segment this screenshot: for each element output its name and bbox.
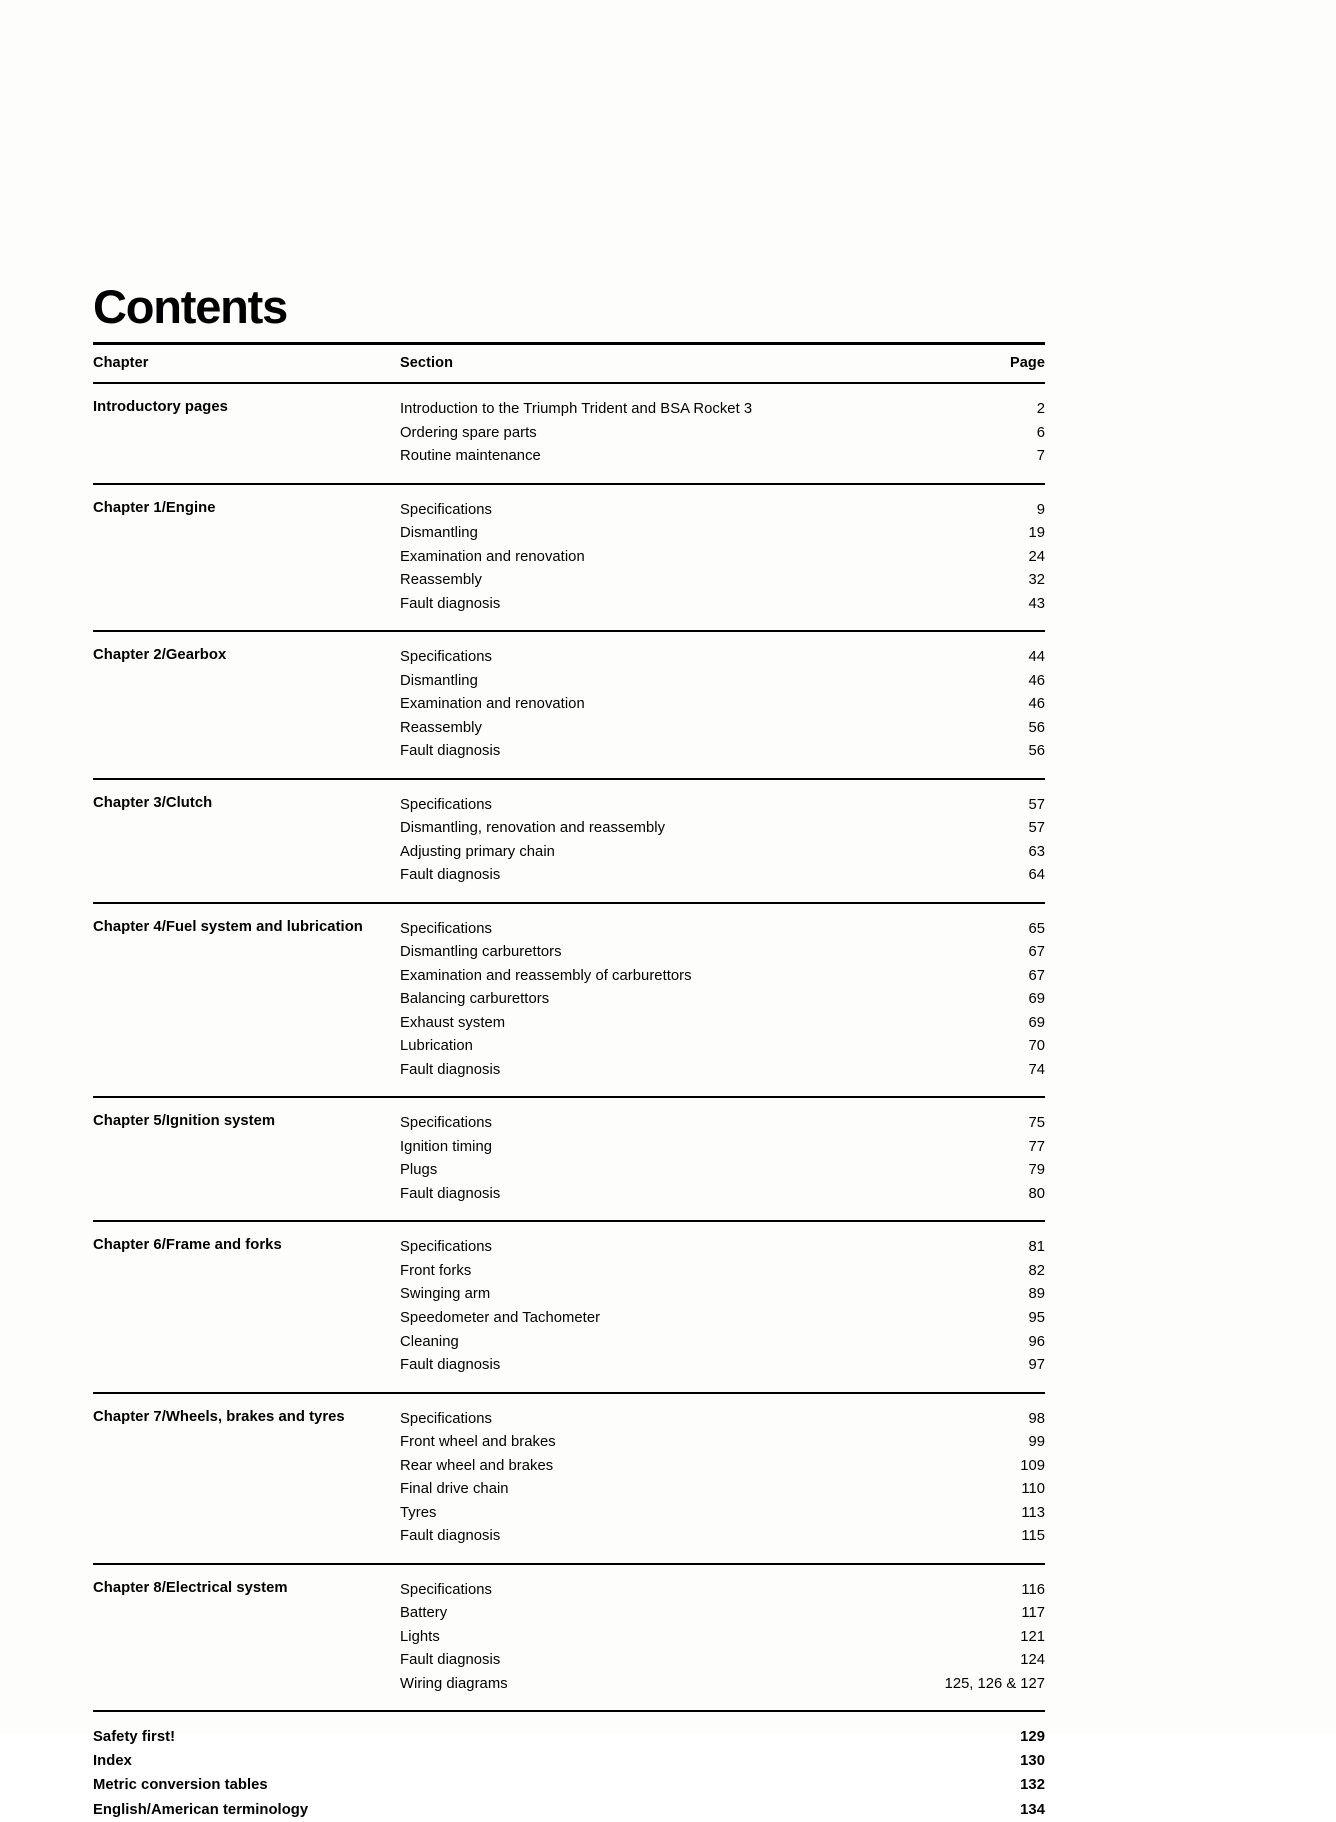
footer-entry-label: Metric conversion tables bbox=[93, 1777, 268, 1794]
section-list bbox=[400, 632, 920, 778]
page-number[interactable]: 113 bbox=[1021, 1504, 1045, 1521]
page-number[interactable]: 115 bbox=[1021, 1528, 1045, 1545]
footer-entry-page: 134 bbox=[1020, 1801, 1045, 1818]
section-entry[interactable]: Fault diagnosis bbox=[400, 1061, 501, 1078]
page-number[interactable]: 46 bbox=[1028, 696, 1045, 713]
section-entry[interactable]: Specifications bbox=[400, 920, 492, 937]
section-entry[interactable]: Final drive chain bbox=[400, 1481, 509, 1498]
page-number[interactable]: 82 bbox=[1028, 1262, 1045, 1279]
section-entry[interactable]: Specifications bbox=[400, 1410, 492, 1427]
section-entry[interactable]: Fault diagnosis bbox=[400, 595, 501, 612]
section-entry[interactable]: Rear wheel and brakes bbox=[400, 1457, 554, 1474]
page-number[interactable]: 24 bbox=[1028, 548, 1045, 565]
page-number[interactable]: 109 bbox=[1020, 1457, 1045, 1474]
page-number[interactable]: 6 bbox=[1036, 424, 1045, 441]
section-entry[interactable]: Dismantling carburettors bbox=[400, 944, 562, 961]
page-number[interactable]: 96 bbox=[1028, 1333, 1045, 1350]
section-entry[interactable]: Specifications bbox=[400, 1115, 492, 1132]
footer-entry-label: Index bbox=[93, 1753, 132, 1770]
page-number[interactable]: 95 bbox=[1028, 1309, 1045, 1326]
section-entry[interactable]: Exhaust system bbox=[400, 1014, 506, 1031]
section-entry[interactable]: Introduction to the Triumph Trident and BSA Rocket 3 bbox=[400, 401, 753, 417]
chapter-label: Chapter 7/Wheels, brakes and tyres bbox=[93, 1408, 345, 1425]
section-entry[interactable]: Adjusting primary chain bbox=[400, 843, 555, 860]
section-entry[interactable]: Fault diagnosis bbox=[400, 867, 501, 884]
table-row bbox=[93, 1565, 1045, 1711]
page-number[interactable]: 81 bbox=[1028, 1239, 1045, 1256]
table-row bbox=[93, 384, 1045, 483]
page-number[interactable]: 98 bbox=[1028, 1410, 1045, 1427]
page-number[interactable]: 2 bbox=[1036, 401, 1045, 417]
section-entry[interactable]: Fault diagnosis bbox=[400, 1185, 501, 1202]
chapter-label: Chapter 1/Engine bbox=[93, 499, 216, 516]
table-row bbox=[93, 780, 1045, 902]
footer-entry[interactable] bbox=[93, 1749, 1045, 1773]
page-number[interactable]: 63 bbox=[1028, 843, 1045, 860]
page-number[interactable]: 57 bbox=[1028, 820, 1045, 837]
footer-entry-label: English/American terminology bbox=[93, 1801, 309, 1818]
section-entry[interactable]: Routine maintenance bbox=[400, 448, 541, 465]
table-row bbox=[93, 1394, 1045, 1563]
page-title: Contents bbox=[93, 280, 288, 333]
section-list bbox=[400, 904, 920, 1097]
footer-entry[interactable] bbox=[93, 1773, 1045, 1797]
page-number[interactable]: 125, 126 & 127 bbox=[944, 1675, 1045, 1692]
chapter-label: Introductory pages bbox=[93, 399, 228, 415]
chapter-label: Chapter 5/Ignition system bbox=[93, 1113, 276, 1130]
section-list bbox=[400, 1222, 920, 1391]
section-entry[interactable]: Cleaning bbox=[400, 1333, 459, 1350]
section-entry[interactable]: Tyres bbox=[400, 1504, 437, 1521]
chapter-label: Chapter 8/Electrical system bbox=[93, 1579, 288, 1596]
page-number-list bbox=[920, 1565, 1045, 1711]
contents-sheet bbox=[93, 280, 1045, 1822]
table-row bbox=[93, 1222, 1045, 1391]
footer-entry-page: 129 bbox=[1020, 1729, 1045, 1746]
chapter-label: Chapter 6/Frame and forks bbox=[93, 1237, 282, 1254]
page-number[interactable]: 69 bbox=[1028, 991, 1045, 1008]
section-entry[interactable]: Fault diagnosis bbox=[400, 1652, 501, 1669]
section-list bbox=[400, 485, 920, 631]
section-entry[interactable]: Front wheel and brakes bbox=[400, 1434, 556, 1451]
section-entry[interactable]: Reassembly bbox=[400, 719, 482, 736]
column-header-section: Section bbox=[400, 355, 454, 371]
contents-table bbox=[93, 345, 1045, 1710]
section-entry[interactable]: Fault diagnosis bbox=[400, 743, 501, 760]
page-number[interactable]: 56 bbox=[1028, 719, 1045, 736]
page-number[interactable]: 117 bbox=[1021, 1605, 1045, 1622]
section-entry[interactable]: Specifications bbox=[400, 649, 492, 666]
section-entry[interactable]: Battery bbox=[400, 1605, 448, 1622]
column-header-page: Page bbox=[1009, 355, 1045, 371]
section-list bbox=[400, 1394, 920, 1563]
page-number[interactable]: 64 bbox=[1028, 867, 1045, 884]
section-entry[interactable]: Fault diagnosis bbox=[400, 1357, 501, 1374]
page-number-list bbox=[920, 904, 1045, 1097]
section-entry[interactable]: Speedometer and Tachometer bbox=[400, 1309, 601, 1326]
page-number-list bbox=[920, 1394, 1045, 1563]
section-entry[interactable]: Specifications bbox=[400, 1581, 492, 1598]
chapter-label: Chapter 4/Fuel system and lubrication bbox=[93, 918, 363, 935]
footer-entry-page: 130 bbox=[1020, 1753, 1045, 1770]
page-number[interactable]: 44 bbox=[1028, 649, 1045, 666]
page-number[interactable]: 124 bbox=[1020, 1652, 1045, 1669]
page-number[interactable]: 97 bbox=[1028, 1357, 1045, 1374]
page-number[interactable]: 32 bbox=[1028, 572, 1045, 589]
section-entry[interactable]: Specifications bbox=[400, 796, 492, 813]
footer-entries bbox=[93, 1712, 1045, 1821]
page-number[interactable]: 67 bbox=[1028, 944, 1045, 961]
section-entry[interactable]: Reassembly bbox=[400, 572, 482, 589]
section-entry[interactable]: Lubrication bbox=[400, 1038, 473, 1055]
page-number-list bbox=[920, 485, 1045, 631]
page-number[interactable]: 67 bbox=[1028, 967, 1045, 984]
section-entry[interactable]: Examination and reassembly of carburettors bbox=[400, 967, 692, 984]
page-number[interactable]: 9 bbox=[1036, 501, 1045, 518]
page-number[interactable]: 74 bbox=[1028, 1061, 1045, 1078]
page-number[interactable]: 19 bbox=[1028, 525, 1045, 542]
section-entry[interactable]: Specifications bbox=[400, 501, 492, 518]
column-header-chapter: Chapter bbox=[93, 355, 149, 371]
section-list bbox=[400, 384, 920, 483]
section-entry[interactable]: Ignition timing bbox=[400, 1138, 493, 1155]
table-row bbox=[93, 1098, 1045, 1220]
page-number[interactable]: 89 bbox=[1028, 1286, 1045, 1303]
table-row bbox=[93, 485, 1045, 631]
section-entry[interactable]: Front forks bbox=[400, 1262, 472, 1279]
section-entry[interactable]: Dismantling, renovation and reassembly bbox=[400, 820, 666, 837]
page-number-list bbox=[920, 1222, 1045, 1391]
footer-entry[interactable] bbox=[93, 1798, 1045, 1822]
table-header-row bbox=[93, 345, 1045, 382]
section-entry[interactable]: Dismantling bbox=[400, 672, 478, 689]
page-number[interactable]: 75 bbox=[1028, 1115, 1045, 1132]
section-entry[interactable]: Swinging arm bbox=[400, 1286, 491, 1303]
page-number[interactable]: 80 bbox=[1028, 1185, 1045, 1202]
section-list bbox=[400, 1565, 920, 1711]
page-number[interactable]: 79 bbox=[1028, 1162, 1045, 1179]
section-entry[interactable]: Fault diagnosis bbox=[400, 1528, 501, 1545]
section-list bbox=[400, 1098, 920, 1220]
chapter-label: Chapter 3/Clutch bbox=[93, 794, 213, 811]
page-number[interactable]: 57 bbox=[1028, 796, 1045, 813]
page-number[interactable]: 110 bbox=[1021, 1481, 1045, 1498]
page-number[interactable]: 99 bbox=[1028, 1434, 1045, 1451]
page-number[interactable]: 7 bbox=[1036, 448, 1045, 465]
chapter-label: Chapter 2/Gearbox bbox=[93, 647, 227, 664]
footer-entry[interactable] bbox=[93, 1725, 1045, 1749]
page-number-list bbox=[920, 632, 1045, 778]
section-entry[interactable]: Examination and renovation bbox=[400, 696, 585, 713]
page-number[interactable]: 56 bbox=[1028, 743, 1045, 760]
section-entry[interactable]: Balancing carburettors bbox=[400, 991, 550, 1008]
page-number-list bbox=[920, 384, 1045, 483]
footer-entry-label: Safety first! bbox=[93, 1729, 176, 1746]
section-entry[interactable]: Lights bbox=[400, 1628, 440, 1645]
section-list bbox=[400, 780, 920, 902]
page-number[interactable]: 43 bbox=[1028, 595, 1045, 612]
footer-entry-page: 132 bbox=[1020, 1777, 1045, 1794]
page-number[interactable]: 116 bbox=[1021, 1581, 1045, 1598]
section-entry[interactable]: Ordering spare parts bbox=[400, 424, 537, 441]
page-number[interactable]: 65 bbox=[1028, 920, 1045, 937]
section-entry[interactable]: Plugs bbox=[400, 1162, 438, 1179]
page-number-list bbox=[920, 780, 1045, 902]
page-number[interactable]: 69 bbox=[1028, 1014, 1045, 1031]
page-number[interactable]: 46 bbox=[1028, 672, 1045, 689]
page-number-list bbox=[920, 1098, 1045, 1220]
section-entry[interactable]: Wiring diagrams bbox=[400, 1675, 508, 1692]
section-entry[interactable]: Specifications bbox=[400, 1239, 492, 1256]
table-row bbox=[93, 904, 1045, 1097]
section-entry[interactable]: Examination and renovation bbox=[400, 548, 585, 565]
page-number[interactable]: 121 bbox=[1020, 1628, 1045, 1645]
page-number[interactable]: 77 bbox=[1028, 1138, 1045, 1155]
section-entry[interactable]: Dismantling bbox=[400, 525, 478, 542]
table-row bbox=[93, 632, 1045, 778]
contents-table-body bbox=[93, 382, 1045, 1710]
contents-table-head bbox=[93, 345, 1045, 382]
page-number[interactable]: 70 bbox=[1028, 1038, 1045, 1055]
